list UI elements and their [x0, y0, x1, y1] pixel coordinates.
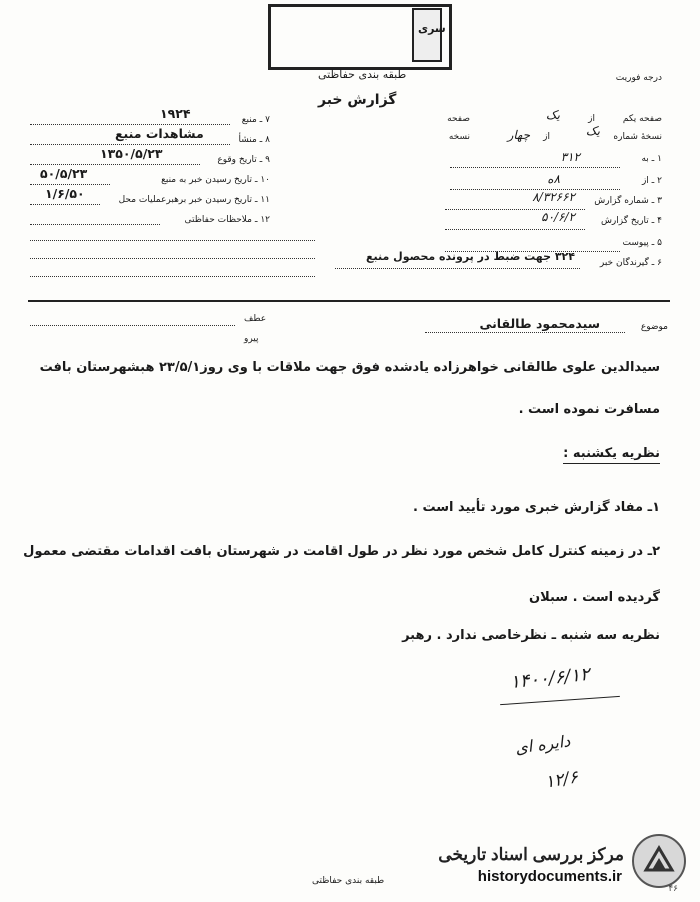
report-title: گزارش خبر [318, 92, 397, 108]
field-received-by-source-label: ۱۰ ـ تاریخ رسیدن خبر به منبع [161, 175, 270, 185]
field-security-notes-label: ۱۲ ـ ملاحظات حفاظتی [184, 215, 270, 225]
field-from-label: ۲ ـ از [641, 176, 662, 186]
subject-label: موضوع [640, 322, 668, 332]
field-origin-line [30, 144, 230, 145]
field-occurrence-date-line [30, 164, 200, 165]
opinion-heading: نظریه یکشنبه : [563, 446, 660, 464]
field-occurrence-date-label: ۹ ـ تاریخ وقوع [217, 155, 270, 165]
handwritten-note-3: ۱۲/۶ [543, 767, 580, 793]
copy-value: یک [585, 124, 600, 138]
field-source-value: ۱۹۲۴ [160, 106, 191, 121]
handwritten-date-note: ۱۴۰۰/۶/۱۲ [509, 663, 591, 694]
field-source-line [30, 124, 230, 125]
body-line-5: گردیده است . سبلان [529, 590, 660, 605]
subject-line [425, 332, 625, 333]
body-line-2: مسافرت نموده است . [518, 402, 660, 417]
page-unit: صفحه [447, 114, 470, 124]
field-report-date-label: ۴ ـ تاریخ گزارش [600, 216, 662, 226]
priority-label: درجه فوریت [615, 73, 662, 83]
field-from-value: ۸ه [547, 172, 560, 186]
body-line-1: سیدالدین علوی طالقانی خواهرزاده یادشده فوق جهت ملاقات با وی روز۲۳/۵/۱ ه‍بشهرستان بافت [39, 360, 660, 375]
stamp-text: سری [418, 22, 446, 35]
field-report-number-value: ۸/۳۲۶۶۲ [532, 190, 575, 204]
field-recipients-label: ۶ ـ گیرندگان خبر [599, 258, 662, 268]
page-from: از [588, 114, 595, 124]
copy-label: نسخهٔ شماره [613, 132, 662, 142]
field-source-label: ۷ ـ منبع [241, 115, 270, 125]
body-line-3: ۱ـ مفاد گزارش خبری مورد تأیید است . [413, 500, 660, 515]
handwritten-underline [500, 696, 620, 705]
field-recipients-value: ۳۲۴ جهت ضبط در پرونده محصول منبع [366, 250, 575, 263]
blank-line [30, 276, 315, 277]
watermark-url: historydocuments.ir [477, 868, 622, 885]
subject-value: سیدمحمود طالقانی [479, 316, 600, 331]
field-received-by-ops-line [30, 204, 100, 205]
page-code: ۴۶ [668, 884, 678, 894]
copy-unit: نسخه [448, 132, 470, 142]
atf-label: عطف [244, 314, 267, 324]
field-received-by-ops-label: ۱۱ ـ تاریخ رسیدن خبر برهبرعملیات محل [118, 195, 270, 205]
body-line-6: نظریه سه شنبه ـ نظرخاصی ندارد . رهبر [402, 628, 660, 643]
body-line-4: ۲ـ در زمینه کنترل کامل شخص مورد نظر در طول اقامت در شهرستان بافت اقدامات مقتضی معمول [23, 544, 660, 559]
field-report-date-line [445, 229, 585, 230]
classification-bottom: طبقه بندی حفاظتی [312, 876, 385, 886]
field-to-value: ۳۱۲ [560, 150, 580, 164]
field-origin-value: مشاهدات منبع [115, 126, 204, 141]
field-security-notes-line [30, 224, 160, 225]
field-to-label: ۱ ـ به [641, 154, 662, 164]
blank-line [30, 258, 315, 259]
peyro-label: پیرو [244, 334, 259, 344]
field-received-by-source-line [30, 184, 110, 185]
classification-top: طبقه بندی حفاظتی [318, 68, 407, 81]
archive-logo-icon [632, 834, 686, 888]
page-label: صفحه یکم [622, 114, 662, 124]
field-received-by-ops-value: ۱/۶/۵۰ [45, 186, 85, 201]
separator-rule [28, 300, 670, 302]
classification-stamp-inner [412, 8, 442, 62]
field-recipients-line [335, 268, 580, 269]
blank-line [30, 240, 315, 241]
field-received-by-source-value: ۵۰/۵/۲۳ [40, 166, 88, 181]
copy-total: چهار [507, 128, 530, 142]
copy-from: از [543, 132, 550, 142]
field-attachment-label: ۵ ـ پیوست [622, 238, 662, 248]
atf-line [30, 325, 235, 326]
field-report-number-label: ۳ ـ شماره گزارش [594, 196, 662, 206]
field-to-line [450, 167, 620, 168]
page-value: یک [545, 108, 560, 122]
field-report-date-value: ۵۰/۶/۲ [541, 210, 575, 224]
handwritten-note-2: دایره ای [513, 731, 572, 758]
field-origin-label: ۸ ـ منشأ [238, 135, 270, 145]
watermark-title: مرکز بررسی اسناد تاریخی [438, 845, 624, 864]
field-occurrence-date-value: ۱۳۵۰/۵/۲۳ [100, 146, 163, 161]
